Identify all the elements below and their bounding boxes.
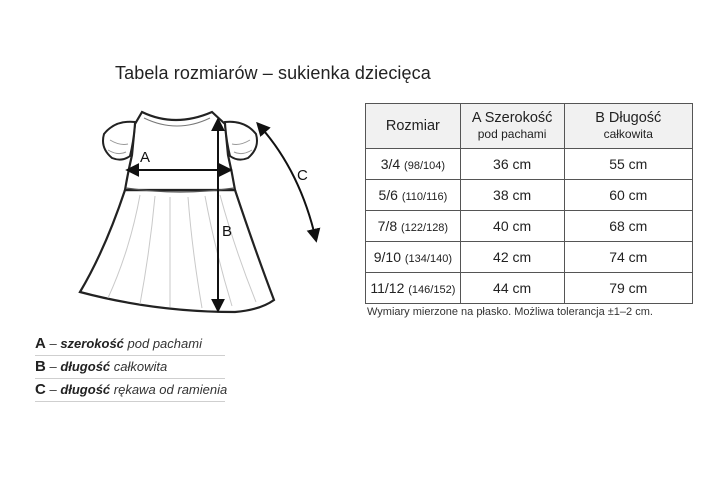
table-row [366, 273, 693, 304]
width-cell: 36 cm [460, 149, 564, 180]
length-cell: 74 cm [564, 242, 693, 273]
length-cell: 68 cm [564, 211, 693, 242]
size-cell: 7/8 (122/128) [366, 211, 461, 242]
size-cell: 9/10 (134/140) [366, 242, 461, 273]
table-header-row [366, 104, 693, 149]
legend-item-c: C – długość rękawa od ramienia [35, 379, 225, 402]
dress-diagram [60, 100, 340, 330]
size-cell: 11/12 (146/152) [366, 273, 461, 304]
header-length: B Długość całkowita [564, 104, 693, 149]
dress-skirt [80, 190, 274, 312]
width-cell: 44 cm [460, 273, 564, 304]
table-row [366, 149, 693, 180]
legend-item-a: A – szerokość pod pachami [35, 333, 225, 356]
header-width: A Szerokość pod pachami [460, 104, 564, 149]
measure-label-b: B [222, 223, 233, 240]
size-table [365, 103, 693, 304]
width-cell: 42 cm [460, 242, 564, 273]
page-title: Tabela rozmiarów – sukienka dziecięca [115, 63, 431, 83]
legend-item-b: B – długość całkowita [35, 356, 225, 379]
width-cell: 38 cm [460, 180, 564, 211]
table-row [366, 211, 693, 242]
length-cell: 55 cm [564, 149, 693, 180]
dress-illustration [60, 100, 340, 330]
measure-label-a: A [140, 149, 151, 166]
table-row [366, 180, 693, 211]
length-cell: 60 cm [564, 180, 693, 211]
header-size: Rozmiar [366, 104, 461, 149]
table-row [366, 242, 693, 273]
size-cell: 3/4 (98/104) [366, 149, 461, 180]
measurement-note: Wymiary mierzone na płasko. Możliwa tolerancja ±1–2 cm. [367, 306, 653, 318]
length-cell: 79 cm [564, 273, 693, 304]
measurement-legend [35, 333, 228, 402]
size-cell: 5/6 (110/116) [366, 180, 461, 211]
measure-label-c: C [297, 167, 308, 184]
width-cell: 40 cm [460, 211, 564, 242]
